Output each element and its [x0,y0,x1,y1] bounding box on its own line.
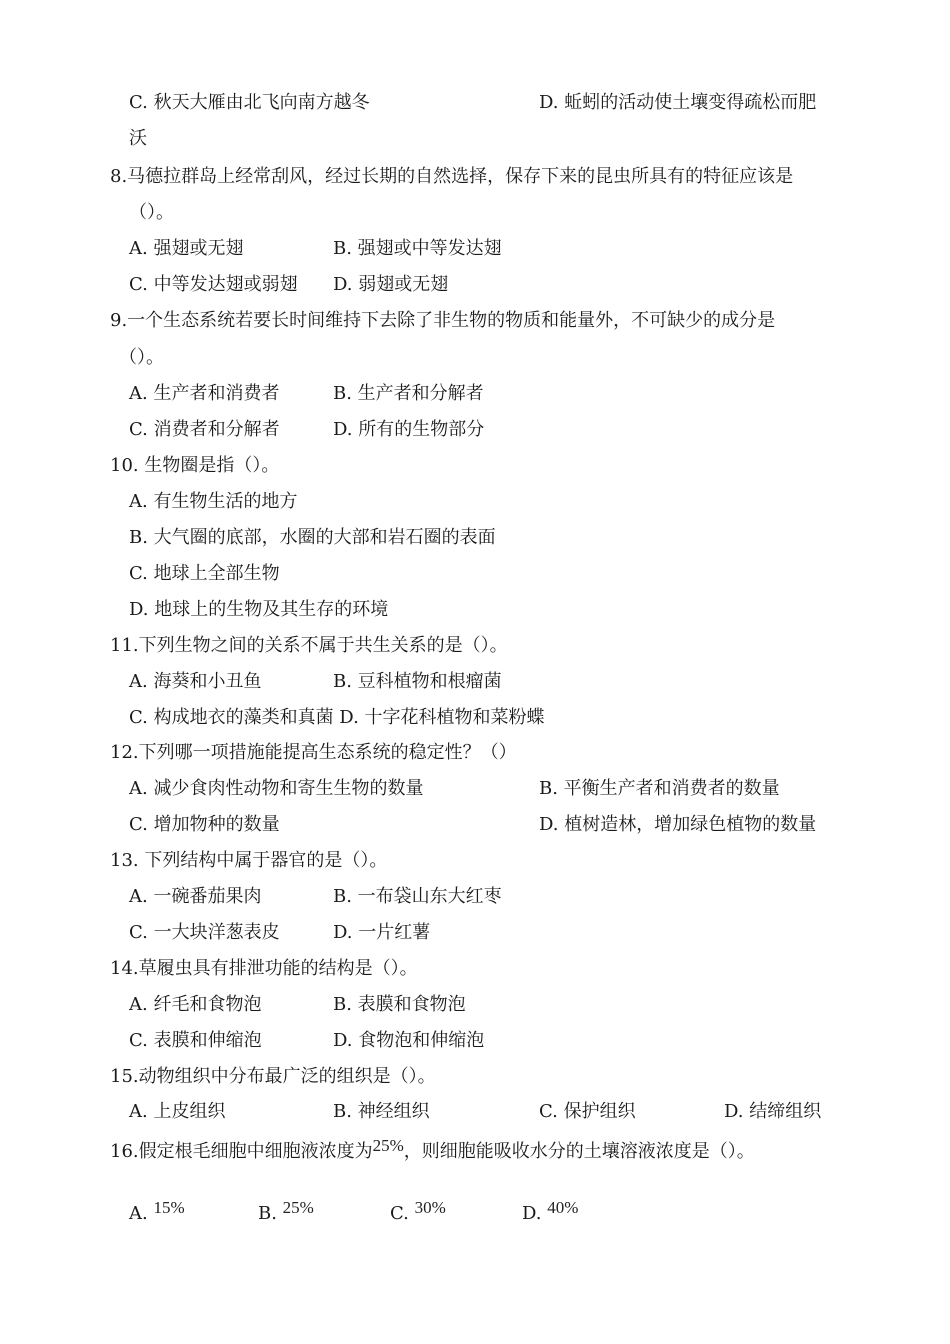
q9-option-c: C. 消费者和分解者 [129,419,280,440]
q16-option-d-value: 40% [547,1198,579,1217]
q12-stem: 12.下列哪一项措施能提高生态系统的稳定性？（） [110,742,517,763]
q9-stem-continued: （）。 [119,347,164,368]
q14-stem: 14.草履虫具有排泄功能的结构是（）。 [110,958,418,979]
q13-option-c: C. 一大块洋葱表皮 [129,922,280,943]
q16-option-c-label: C. [390,1203,415,1224]
q8-option-b: B. 强翅或中等发达翅 [333,238,502,259]
q10-option-d: D. 地球上的生物及其生存的环境 [129,599,389,620]
q10-option-a: A. 有生物生活的地方 [129,491,298,512]
q13-stem: 13. 下列结构中属于器官的是（）。 [110,850,388,871]
q10-option-b: B. 大气圈的底部，水圈的大部和岩石圈的表面 [129,527,496,548]
q12-option-d: D. 植树造林，增加绿色植物的数量 [539,814,817,835]
q10-option-c: C. 地球上全部生物 [129,563,280,584]
q12-option-b: B. 平衡生产者和消费者的数量 [539,778,780,799]
q9-option-d: D. 所有的生物部分 [333,419,485,440]
q16-stem-prefix: 16.假定根毛细胞中细胞液浓度为 [110,1141,373,1162]
q8-option-c: C. 中等发达翅或弱翅 [129,274,298,295]
q16-option-d-label: D. [522,1203,548,1224]
q11-option-c-d: C. 构成地衣的藻类和真菌 D. 十字花科植物和菜粉蝶 [129,707,545,728]
q13-option-b: B. 一布袋山东大红枣 [333,886,502,907]
q12-option-c: C. 增加物种的数量 [129,814,280,835]
q11-option-b: B. 豆科植物和根瘤菌 [333,671,502,692]
q16-option-a-label: A. [129,1203,154,1224]
q16-option-a-value: 15% [153,1198,185,1217]
q16-option-d [522,1198,579,1224]
q13-option-a: A. 一碗番茄果肉 [129,886,262,907]
q9-option-b: B. 生产者和分解者 [333,383,484,404]
q13-option-d: D. 一片红薯 [333,922,431,943]
q7-option-d: D. 蚯蚓的活动使土壤变得疏松而肥 [539,92,817,113]
q15-stem: 15.动物组织中分布最广泛的组织是（）。 [110,1066,436,1087]
q9-stem: 9.一个生态系统若要长时间维持下去除了非生物的物质和能量外，不可缺少的成分是 [110,310,776,331]
q15-option-c: C. 保护组织 [539,1101,636,1122]
q15-option-d: D. 结缔组织 [724,1101,822,1122]
q15-option-a: A. 上皮组织 [129,1101,226,1122]
q14-option-a: A. 纤毛和食物泡 [129,994,262,1015]
q16-option-b-value: 25% [282,1198,314,1217]
q15-option-b: B. 神经组织 [333,1101,430,1122]
q10-stem: 10. 生物圈是指（）。 [110,455,280,476]
q8-option-a: A. 强翅或无翅 [129,238,244,259]
q16-option-c [390,1198,446,1224]
q8-option-d: D. 弱翅或无翅 [333,274,449,295]
q9-option-a: A. 生产者和消费者 [129,383,280,404]
q16-option-a [129,1198,185,1224]
q16-stem [110,1136,755,1162]
q8-stem-continued: （）。 [129,202,174,223]
q16-stem-percent: 25% [372,1136,404,1155]
q14-option-d: D. 食物泡和伸缩泡 [333,1030,485,1051]
q16-option-b [258,1198,314,1224]
q14-option-b: B. 表膜和食物泡 [333,994,466,1015]
q12-option-a: A. 减少食肉性动物和寄生生物的数量 [129,778,424,799]
q11-stem: 11.下列生物之间的关系不属于共生关系的是（）。 [110,635,508,656]
q7-option-d-continued: 沃 [129,128,147,149]
q8-stem: 8.马德拉群岛上经常刮风，经过长期的自然选择，保存下来的昆虫所具有的特征应该是 [110,166,794,187]
q7-option-c: C. 秋天大雁由北飞向南方越冬 [129,92,370,113]
q14-option-c: C. 表膜和伸缩泡 [129,1030,262,1051]
q16-option-c-value: 30% [414,1198,446,1217]
q16-stem-suffix: ，则细胞能吸收水分的土壤溶液浓度是（）。 [403,1141,755,1162]
q11-option-a: A. 海葵和小丑鱼 [129,671,262,692]
q16-option-b-label: B. [258,1203,283,1224]
